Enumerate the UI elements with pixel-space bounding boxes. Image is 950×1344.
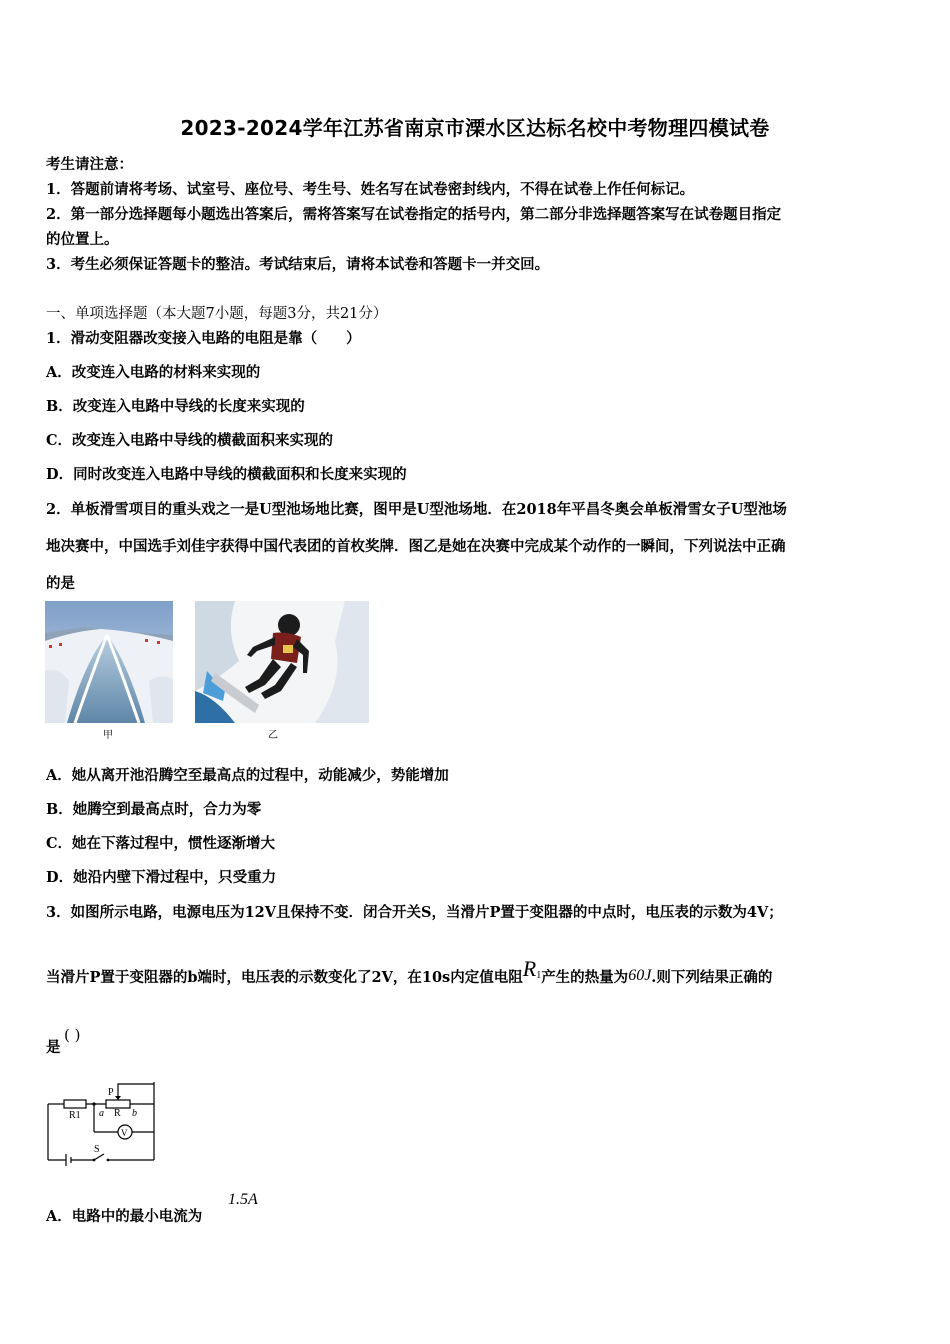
- circuit-label-p: P: [108, 1087, 114, 1098]
- circuit-label-b: b: [132, 1108, 137, 1119]
- q2-option-a: A．她从离开池沿腾空至最高点的过程中，动能减少，势能增加: [46, 767, 449, 784]
- q3-stem-line-2-text-b: 产生的热量为: [541, 969, 629, 986]
- q3-option-a-value: 1.5A: [228, 1191, 258, 1208]
- notice-heading: 考生请注意：: [46, 156, 133, 173]
- q1-option-a: A．改变连入电路的材料来实现的: [46, 364, 261, 381]
- section-heading: 一、单项选择题（本大题7小题，每题3分，共21分）: [46, 306, 388, 322]
- photo-caption-yi: 乙: [268, 730, 278, 741]
- circuit-label-r1: R1: [69, 1110, 81, 1121]
- q2-option-b: B．她腾空到最高点时，合力为零: [46, 801, 262, 818]
- snowboarder-photo: [195, 601, 369, 723]
- q3-stem-line-3: 是: [46, 1039, 61, 1056]
- q2-stem-line-3: 的是: [46, 575, 75, 592]
- page-title: 2023-2024学年江苏省南京市溧水区达标名校中考物理四模试卷: [180, 116, 770, 140]
- answer-paren: ( ): [64, 1026, 81, 1044]
- circuit-label-s: S: [94, 1144, 100, 1155]
- q1-option-c: C．改变连入电路中导线的横截面积来实现的: [46, 432, 334, 449]
- q1-option-b: B．改变连入电路中导线的长度来实现的: [46, 398, 305, 415]
- q3-stem-line-2-text-c: .则下列结果正确的: [651, 969, 773, 986]
- circuit-label-r: R: [114, 1108, 121, 1119]
- heat-value: 60J: [628, 967, 652, 984]
- r1-subscript: 1: [536, 970, 542, 981]
- q3-stem-line-1: 3．如图所示电路，电源电压为12V且保持不变．闭合开关S，当滑片P置于变阻器的中点时，电压表的示数为4V；: [46, 904, 783, 921]
- q2-option-c: C．她在下落过程中，惯性逐渐增大: [46, 835, 276, 852]
- photo-caption-jia: 甲: [103, 730, 113, 741]
- q2-stem-line-1: 2．单板滑雪项目的重头戏之一是U型池场地比赛，图甲是U型池场地．在2018年平昌冬奥会单板滑雪女子U型池场: [46, 501, 787, 518]
- notice-item-1: 1．答题前请将考场、试室号、座位号、考生号、姓名写在试卷密封线内，不得在试卷上作任何标记。: [46, 181, 695, 198]
- notice-item-2: 2．第一部分选择题每小题选出答案后，需将答案写在试卷指定的括号内，第二部分非选择题答案写在试卷题目指定: [46, 206, 782, 223]
- halfpipe-photo: [45, 601, 173, 723]
- notice-item-2-cont: 的位置上。: [46, 231, 119, 248]
- circuit-diagram: [44, 1080, 160, 1166]
- q2-stem-line-2: 地决赛中，中国选手刘佳宇获得中国代表团的首枚奖牌．图乙是她在决赛中完成某个动作的一瞬间，下列说法中正确: [46, 538, 786, 555]
- q3-option-a: A．电路中的最小电流为: [46, 1208, 203, 1225]
- circuit-label-v: V: [121, 1128, 128, 1138]
- q1-stem: 1．滑动变阻器改变接入电路的电阻是靠（ ）: [46, 330, 361, 347]
- circuit-label-a: a: [99, 1108, 104, 1119]
- r1-symbol: R: [522, 956, 537, 981]
- notice-item-3: 3．考生必须保证答题卡的整洁。考试结束后，请将本试卷和答题卡一并交回。: [46, 256, 550, 273]
- q2-option-d: D．她沿内壁下滑过程中，只受重力: [46, 869, 277, 886]
- q1-option-d: D．同时改变连入电路中导线的横截面积和长度来实现的: [46, 466, 407, 483]
- q3-stem-line-2-text-a: 当滑片P置于变阻器的b端时，电压表的示数变化了2V，在10s内定值电阻: [46, 969, 523, 986]
- q3-stem-line-2: [46, 956, 773, 988]
